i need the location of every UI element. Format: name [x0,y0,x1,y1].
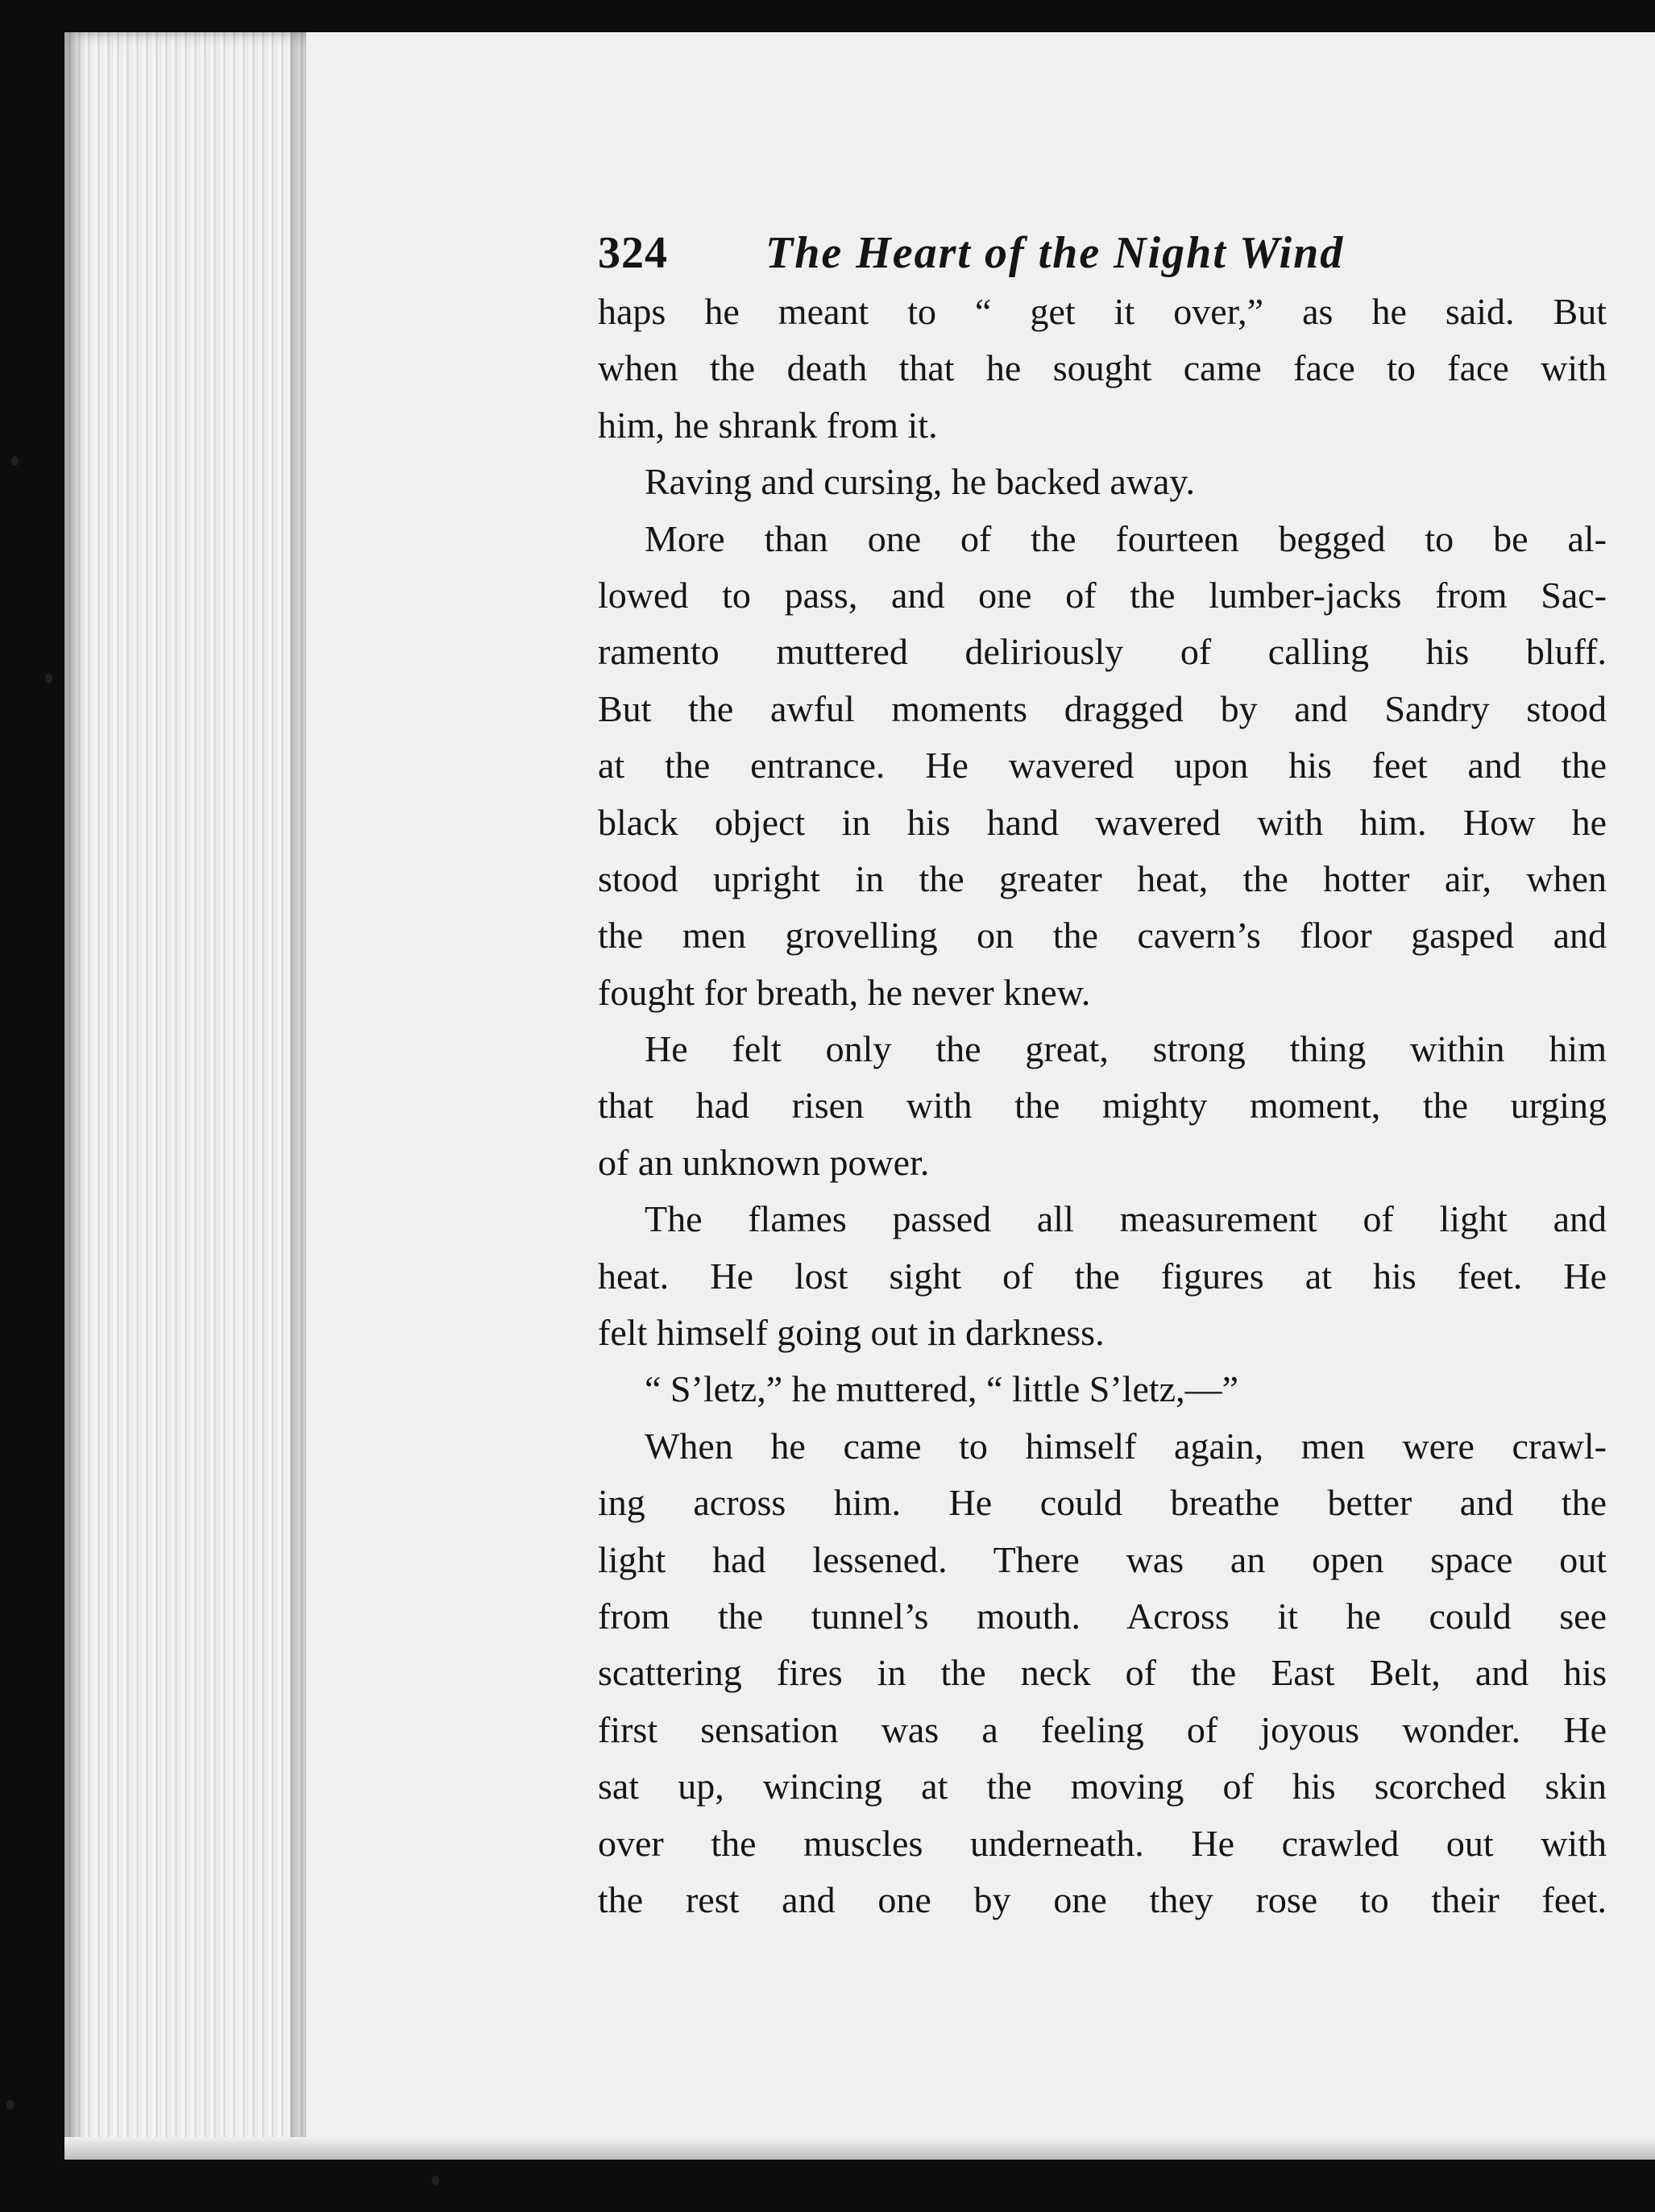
page-text [598,222,1607,1928]
page-edges [64,32,306,2160]
page-number: 324 [598,228,668,278]
text-line: ramento muttered deliriously of calling his bluff. [598,631,1607,673]
text-line: that had risen with the mighty moment, the urging [598,1085,1607,1127]
text-line: Raving and cursing, he backed away. [645,461,1195,503]
text-line: When he came to himself again, men were crawl- [645,1425,1607,1467]
running-title: The Heart of the Night Wind [765,228,1345,278]
text-line: scattering fires in the neck of the East Belt, and his [598,1652,1607,1694]
text-line: from the tunnel’s mouth. Across it he could see [598,1595,1607,1637]
dust-speck [432,2176,439,2185]
text-line: More than one of the fourteen begged to be al- [645,517,1607,559]
text-line: the rest and one by one they rose to their feet. [598,1878,1607,1920]
text-line: at the entrance. He wavered upon his feet and the [598,745,1607,786]
text-line: felt himself going out in darkness. [598,1312,1105,1354]
text-line: the men grovelling on the cavern’s floor gasped and [598,915,1607,957]
text-line: stood upright in the greater heat, the hotter air, when [598,857,1607,899]
text-line: of an unknown power. [598,1141,930,1183]
text-line: first sensation was a feeling of joyous wonder. He [598,1708,1607,1750]
dust-speck [45,674,52,683]
text-line: over the muscles underneath. He crawled out with [598,1822,1607,1864]
text-line: black object in his hand wavered with him. How he [598,801,1607,843]
text-line: sat up, wincing at the moving of his scorched skin [598,1766,1607,1807]
page-bottom-shadow [64,2137,1655,2160]
text-line: “ S’letz,” he muttered, “ little S’letz,—” [645,1368,1238,1410]
text-line: fought for breath, he never knew. [598,971,1091,1013]
text-line: haps he meant to “ get it over,” as he said. But [598,291,1607,332]
text-line: him, he shrank from it. [598,404,938,446]
dust-speck [6,2100,14,2110]
text-line: He felt only the great, strong thing within him [645,1028,1607,1070]
text-line: ing across him. He could breathe better and the [598,1482,1607,1524]
text-line: when the death that he sought came face to face with [598,347,1607,389]
text-line: The flames passed all measurement of light and [645,1198,1607,1240]
dust-speck [11,456,19,466]
text-line: But the awful moments dragged by and Sandry stood [598,687,1607,729]
text-line: light had lessened. There was an open space out [598,1538,1607,1580]
text-line: heat. He lost sight of the figures at his feet. He [598,1255,1607,1297]
text-line: lowed to pass, and one of the lumber-jacks from Sac- [598,574,1607,616]
running-head [598,222,1607,284]
